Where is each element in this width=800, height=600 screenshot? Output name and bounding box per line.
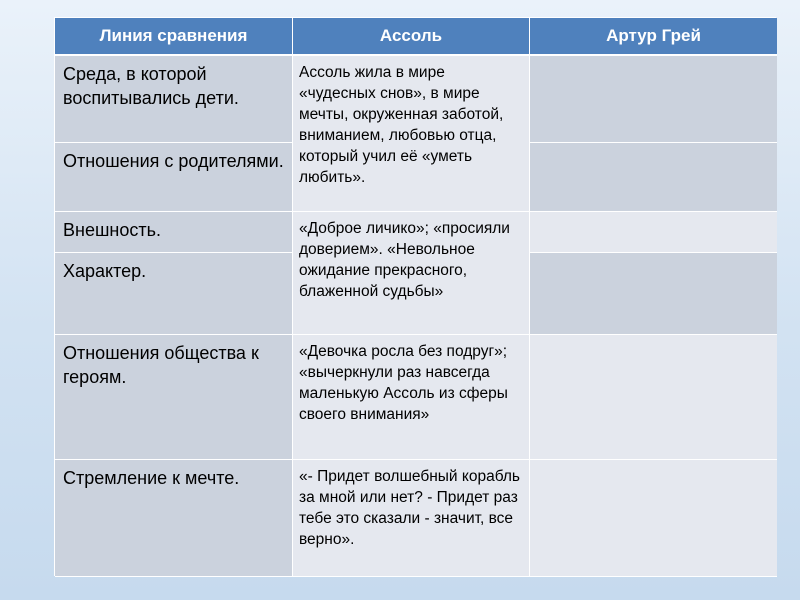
criterion-cell: Характер.	[55, 253, 293, 335]
header-criterion: Линия сравнения	[55, 18, 293, 56]
criterion-cell: Отношения с родителями.	[55, 143, 293, 212]
criterion-cell: Внешность.	[55, 212, 293, 253]
criterion-cell: Среда, в которой воспитывались дети.	[55, 56, 293, 143]
assol-cell-appearance: «Доброе личико»; «просияли доверием». «Невольное ожидание прекрасного, блаженной судьбы»	[293, 212, 530, 335]
criterion-cell: Стремление к мечте.	[55, 460, 293, 577]
grey-cell	[530, 253, 777, 335]
grey-cell	[530, 212, 777, 253]
assol-cell-dream: «- Придет волшебный корабль за мной или нет? - Придет раз тебе это сказали - значит, все верно».	[293, 460, 530, 577]
grey-cell	[530, 335, 777, 460]
grey-cell	[530, 56, 777, 143]
header-grey: Артур Грей	[530, 18, 777, 56]
comparison-table	[54, 17, 776, 576]
assol-cell-environment: Ассоль жила в мире «чудесных снов», в мире мечты, окруженная заботой, вниманием, любовью отца, который учил её «уметь любить».	[293, 56, 530, 212]
grey-cell	[530, 460, 777, 577]
assol-cell-society: «Девочка росла без подруг»; «вычеркнули раз навсегда маленькую Ассоль из сферы своего внимания»	[293, 335, 530, 460]
header-assol: Ассоль	[293, 18, 530, 56]
grey-cell	[530, 143, 777, 212]
criterion-cell: Отношения общества к героям.	[55, 335, 293, 460]
